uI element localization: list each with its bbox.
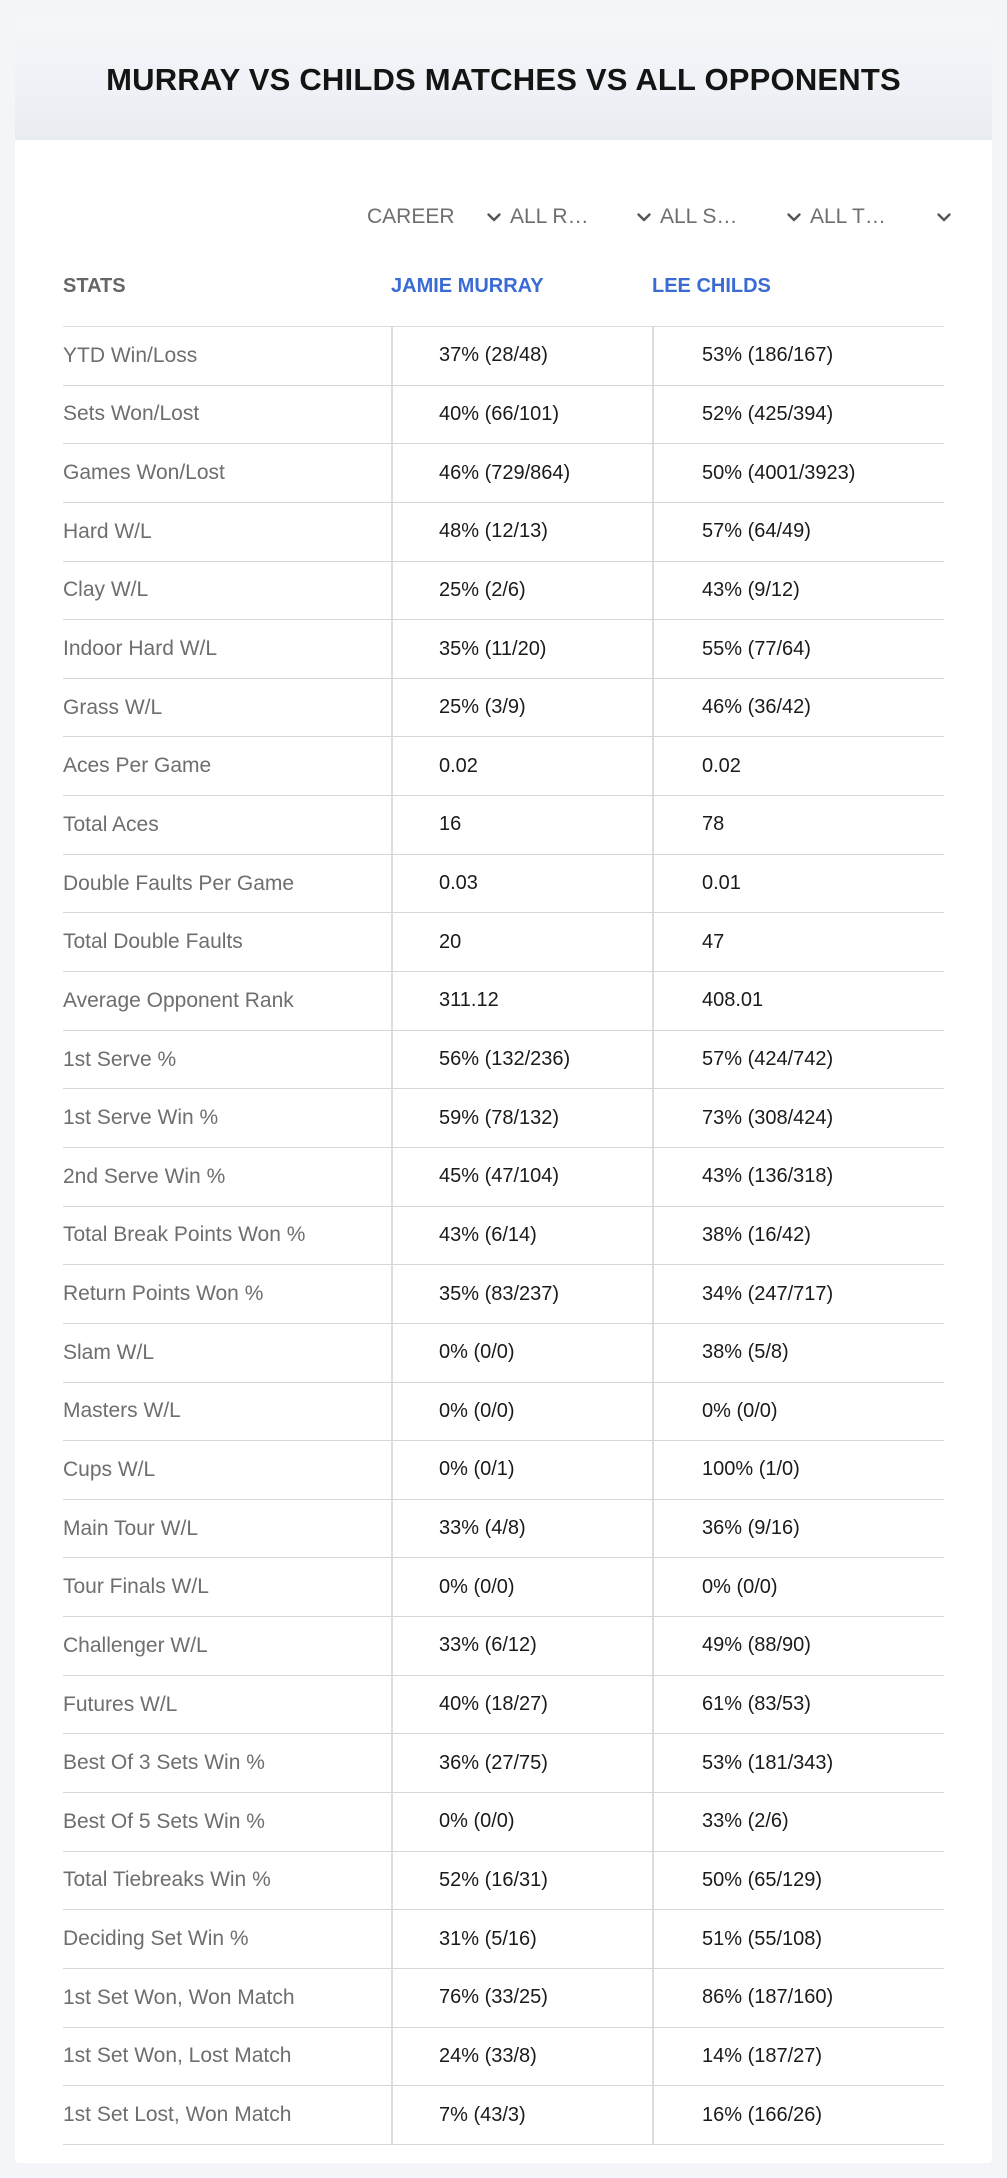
stat-label: Challenger W/L <box>63 1633 208 1657</box>
table-body <box>63 327 944 2145</box>
stat-label: 1st Set Won, Won Match <box>63 1985 295 2009</box>
player1-value: 52% (16/31) <box>391 1852 652 1910</box>
player2-value: 57% (64/49) <box>652 503 944 561</box>
player2-value: 33% (2/6) <box>652 1793 944 1851</box>
player1-value: 56% (132/236) <box>391 1031 652 1089</box>
table-row <box>63 1383 944 1442</box>
player2-value: 46% (36/42) <box>652 679 944 737</box>
player1-value: 24% (33/8) <box>391 2028 652 2086</box>
player1-value: 36% (27/75) <box>391 1734 652 1792</box>
table-row <box>63 386 944 445</box>
player1-value: 0% (0/0) <box>391 1383 652 1441</box>
stat-label: Indoor Hard W/L <box>63 637 218 661</box>
player2-value: 16% (166/26) <box>652 2086 944 2144</box>
table-row <box>63 972 944 1031</box>
table-row <box>63 1324 944 1383</box>
filter-surfaces-select[interactable] <box>660 187 803 247</box>
player2-value: 38% (16/42) <box>652 1207 944 1265</box>
table-row <box>63 1558 944 1617</box>
player2-value: 100% (1/0) <box>652 1441 944 1499</box>
player2-value: 0% (0/0) <box>652 1383 944 1441</box>
table-row <box>63 1793 944 1852</box>
player2-value: 61% (83/53) <box>652 1676 944 1734</box>
player2-value: 43% (136/318) <box>652 1148 944 1206</box>
stat-label: YTD Win/Loss <box>63 343 198 367</box>
filter-surfaces-label: ALL S… <box>660 205 738 228</box>
table-row <box>63 1148 944 1207</box>
player1-value: 48% (12/13) <box>391 503 652 561</box>
chevron-down-icon <box>935 208 953 226</box>
table-row <box>63 2028 944 2087</box>
player1-value: 311.12 <box>391 972 652 1030</box>
stat-label: Total Break Points Won % <box>63 1223 306 1247</box>
stat-label: Aces Per Game <box>63 754 212 778</box>
table-row <box>63 1207 944 1266</box>
table-row <box>63 1089 944 1148</box>
filter-rounds-label: ALL R… <box>510 205 589 228</box>
table-row <box>63 1617 944 1676</box>
player2-value: 47 <box>652 913 944 971</box>
stat-label: Return Points Won % <box>63 1282 264 1306</box>
page-title: MURRAY VS CHILDS MATCHES VS ALL OPPONENTS <box>106 61 901 97</box>
stat-label: Games Won/Lost <box>63 461 225 485</box>
table-row <box>63 1265 944 1324</box>
card-header <box>15 15 992 140</box>
player1-value: 0% (0/0) <box>391 1793 652 1851</box>
table-row <box>63 1734 944 1793</box>
stat-label: Total Tiebreaks Win % <box>63 1868 271 1892</box>
player1-value: 43% (6/14) <box>391 1207 652 1265</box>
player2-value: 50% (4001/3923) <box>652 444 944 502</box>
stat-label: Main Tour W/L <box>63 1516 198 1540</box>
player1-value: 33% (4/8) <box>391 1500 652 1558</box>
player1-value: 45% (47/104) <box>391 1148 652 1206</box>
chevron-down-icon <box>485 208 503 226</box>
player1-value: 0.02 <box>391 737 652 795</box>
filter-rounds-select[interactable] <box>510 187 653 247</box>
column-header-stats: STATS <box>63 275 126 297</box>
player1-value: 59% (78/132) <box>391 1089 652 1147</box>
table-row <box>63 1500 944 1559</box>
table-row <box>63 1676 944 1735</box>
stat-label: Grass W/L <box>63 695 163 719</box>
table-row <box>63 737 944 796</box>
table-row <box>63 913 944 972</box>
filter-career-label: CAREER <box>367 205 455 228</box>
table-row <box>63 1031 944 1090</box>
filter-career-select[interactable] <box>367 187 503 247</box>
table-row <box>63 503 944 562</box>
player1-value: 0.03 <box>391 855 652 913</box>
player1-value: 37% (28/48) <box>391 327 652 385</box>
player2-value: 34% (247/717) <box>652 1265 944 1323</box>
stat-label: Masters W/L <box>63 1399 181 1423</box>
player2-value: 53% (186/167) <box>652 327 944 385</box>
table-row <box>63 1969 944 2028</box>
player2-value: 57% (424/742) <box>652 1031 944 1089</box>
player1-value: 33% (6/12) <box>391 1617 652 1675</box>
filter-tournaments-select[interactable] <box>810 187 953 247</box>
stat-label: 1st Set Won, Lost Match <box>63 2044 292 2068</box>
table-row <box>63 855 944 914</box>
player1-value: 0% (0/0) <box>391 1324 652 1382</box>
stat-label: Clay W/L <box>63 578 149 602</box>
stat-label: Best Of 3 Sets Win % <box>63 1751 265 1775</box>
player2-value: 43% (9/12) <box>652 562 944 620</box>
stat-label: Sets Won/Lost <box>63 402 200 426</box>
stat-label: Tour Finals W/L <box>63 1575 209 1599</box>
player2-value: 0.02 <box>652 737 944 795</box>
chevron-down-icon <box>635 208 653 226</box>
player1-value: 31% (5/16) <box>391 1910 652 1968</box>
table-row <box>63 1910 944 1969</box>
stat-label: Double Faults Per Game <box>63 871 295 895</box>
table-row <box>63 562 944 621</box>
chevron-down-icon <box>785 208 803 226</box>
stat-label: Futures W/L <box>63 1692 178 1716</box>
table-row <box>63 796 944 855</box>
player1-value: 46% (729/864) <box>391 444 652 502</box>
stats-table <box>63 247 944 2145</box>
player1-value: 25% (3/9) <box>391 679 652 737</box>
table-row <box>63 2086 944 2145</box>
stat-label: 1st Serve % <box>63 1047 177 1071</box>
player1-value: 40% (18/27) <box>391 1676 652 1734</box>
player1-value: 7% (43/3) <box>391 2086 652 2144</box>
player1-value: 35% (83/237) <box>391 1265 652 1323</box>
player1-value: 0% (0/1) <box>391 1441 652 1499</box>
player2-value: 52% (425/394) <box>652 386 944 444</box>
table-row <box>63 620 944 679</box>
player2-value: 49% (88/90) <box>652 1617 944 1675</box>
stats-card <box>15 15 992 2163</box>
table-row <box>63 679 944 738</box>
column-header-player1[interactable]: JAMIE MURRAY <box>391 275 544 297</box>
player2-value: 86% (187/160) <box>652 1969 944 2027</box>
filter-bar <box>15 187 992 247</box>
stat-label: 1st Set Lost, Won Match <box>63 2103 292 2127</box>
player2-value: 78 <box>652 796 944 854</box>
player1-value: 40% (66/101) <box>391 386 652 444</box>
table-row <box>63 1441 944 1500</box>
player2-value: 36% (9/16) <box>652 1500 944 1558</box>
filter-tournaments-label: ALL T… <box>810 205 886 228</box>
player2-value: 53% (181/343) <box>652 1734 944 1792</box>
stat-label: Total Aces <box>63 812 159 836</box>
player2-value: 51% (55/108) <box>652 1910 944 1968</box>
stat-label: Total Double Faults <box>63 930 243 954</box>
player2-value: 408.01 <box>652 972 944 1030</box>
table-row <box>63 327 944 386</box>
player2-value: 0.01 <box>652 855 944 913</box>
player2-value: 50% (65/129) <box>652 1852 944 1910</box>
player2-value: 73% (308/424) <box>652 1089 944 1147</box>
player1-value: 35% (11/20) <box>391 620 652 678</box>
stat-label: 1st Serve Win % <box>63 1106 219 1130</box>
stat-label: Best Of 5 Sets Win % <box>63 1809 265 1833</box>
player1-value: 25% (2/6) <box>391 562 652 620</box>
stat-label: 2nd Serve Win % <box>63 1164 226 1188</box>
table-row <box>63 444 944 503</box>
stat-label: Average Opponent Rank <box>63 988 294 1012</box>
column-header-player2[interactable]: LEE CHILDS <box>652 275 771 297</box>
player1-value: 20 <box>391 913 652 971</box>
stat-label: Deciding Set Win % <box>63 1927 249 1951</box>
table-row <box>63 1852 944 1911</box>
player2-value: 55% (77/64) <box>652 620 944 678</box>
player1-value: 16 <box>391 796 652 854</box>
table-header <box>63 247 944 327</box>
player1-value: 76% (33/25) <box>391 1969 652 2027</box>
player1-value: 0% (0/0) <box>391 1558 652 1616</box>
stat-label: Slam W/L <box>63 1340 155 1364</box>
player2-value: 14% (187/27) <box>652 2028 944 2086</box>
player2-value: 38% (5/8) <box>652 1324 944 1382</box>
stat-label: Cups W/L <box>63 1457 156 1481</box>
player2-value: 0% (0/0) <box>652 1558 944 1616</box>
stat-label: Hard W/L <box>63 519 152 543</box>
